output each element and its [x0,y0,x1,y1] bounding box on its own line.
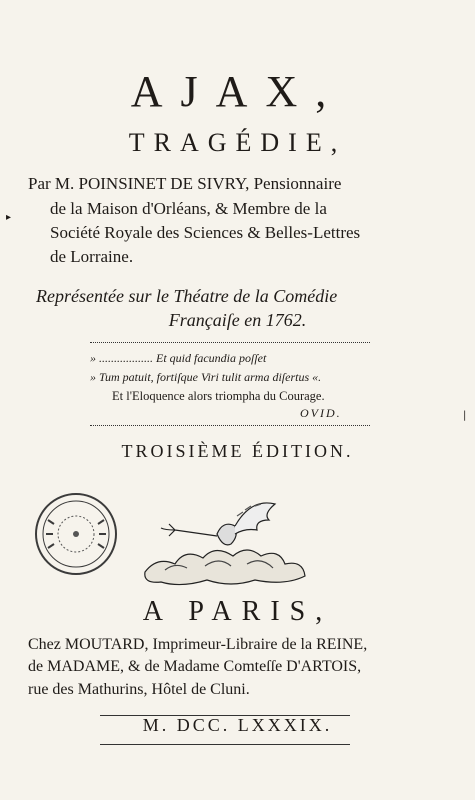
book-title: AJAX, [130,67,345,116]
publisher-line: rue des Mathurins, Hôtel de Cluni. [28,681,250,698]
winged-figure-ornament [161,503,275,545]
epigraph-french-line: Et l'Eloquence alors triompha du Courage. [112,389,325,403]
author-line: Société Royale des Sciences & Belles-Lettres [50,223,361,242]
author-line: de Lorraine. [50,247,134,266]
edition-line: TROISIÈME ÉDITION. [121,441,354,461]
performance-line: Représentée sur le Théatre de la Comédie [36,286,338,306]
performance-line: Françaiſe en 1762. [168,310,307,330]
imprint-date: M. DCC. LXXXIX. [142,715,333,735]
author-line: Par M. POINSINET DE SIVRY, Pensionnaire [28,174,342,193]
dotted-rule [90,342,370,343]
epigraph-attribution: OVID. [300,406,342,420]
genre-line: TRAGÉDIE, [128,128,347,157]
author-line: de la Maison d'Orléans, & Membre de la [50,199,327,218]
library-stamp [32,490,120,578]
publisher-line: Chez MOUTARD, Imprimeur-Libraire de la REINE, [28,636,368,653]
margin-mark: | [463,410,467,421]
cloud-ornament [145,550,305,585]
epigraph-latin-line: » .................. Et quid facundia poſſet [90,351,267,365]
margin-mark: ▸ [6,212,12,223]
epigraph-latin-line: » Tum patuit, fortiſque Viri tulit arma diſertus «. [90,370,322,384]
dotted-rule [90,425,370,426]
publisher-line: de MADAME, & de Madame Comteſſe D'ARTOIS, [28,658,362,675]
printer-vignette-image [135,490,315,590]
imprint-city: A PARIS, [142,596,333,627]
